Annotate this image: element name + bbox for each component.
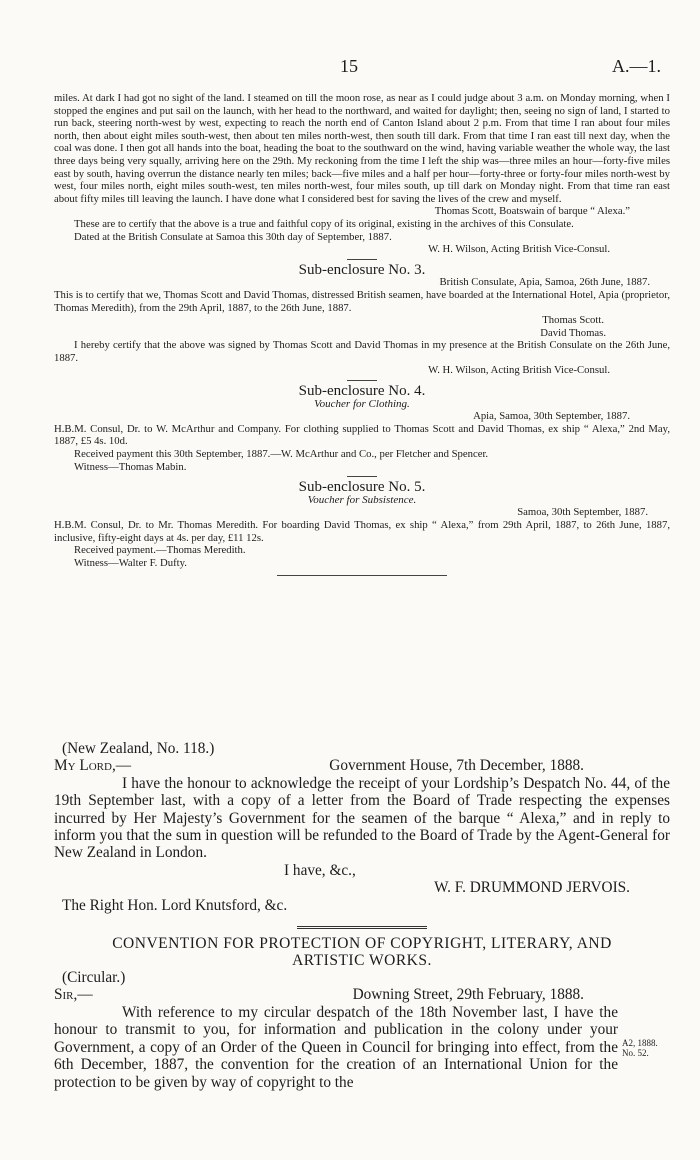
sub5-text: H.B.M. Consul, Dr. to Mr. Thomas Meredith. For boarding David Thomas, ex ship “ Alexa,” from 29th April, 1887, to 26th June, 1887, inclusive, fifty-eight days at 4s. per day, £11 12s. (54, 519, 670, 544)
sub5-witness: Witness—Walter F. Dufty. (74, 556, 187, 569)
sub4-heading: Sub-enclosure No. 4. (298, 383, 426, 400)
sub4-subtitle: Voucher for Clothing. (314, 397, 410, 410)
sub3-signature-scott: Thomas Scott. (542, 314, 604, 327)
letter-signature: W. F. DRUMMOND JERVOIS. (434, 879, 630, 897)
sub5-place-date: Samoa, 30th September, 1887. (517, 506, 648, 519)
report-signature: Thomas Scott, Boatswain of barque “ Alexa.” (434, 205, 630, 218)
divider (277, 575, 447, 576)
letter-body: I have the honour to acknowledge the receipt of your Lordship’s Despatch No. 44, of the 19th September last, with a copy of a letter from the Board of Trade respecting the expenses incurred by Her Majesty’s Government for the seamen of the barque “ Alexa,” and in reply to inform you that the sum in question will be refunded to the Board of Trade by the Agent-General for New Zealand in London. (54, 774, 670, 862)
letter-addressee: The Right Hon. Lord Knutsford, &c. (62, 896, 288, 914)
convention-body: With reference to my circular despatch of the 18th November last, I have the honour to transmit to you, for information and publication in the colony under your Government, a copy of an Order of the Queen in Council for bringing into effect, from the 6th December, 1887, the convention for the creation of an International Union for the protection to be given by way of copyright to the (54, 1003, 618, 1091)
convention-place-date: Downing Street, 29th February, 1888. (352, 986, 584, 1004)
sub5-received: Received payment.—Thomas Meredith. (74, 544, 246, 557)
divider (347, 259, 377, 260)
sub3-signature-thomas: David Thomas. (540, 326, 606, 339)
certify-dated: Dated at the British Consulate at Samoa this 30th day of September, 1887. (74, 230, 392, 243)
sub3-text: This is to certify that we, Thomas Scott and David Thomas, distressed British seamen, have boarded at the International Hotel, Apia (proprietor, Thomas Meredith), from the 29th April, 1887, to the 26th June, 1887. (54, 288, 670, 314)
page-number: 15 (340, 56, 358, 76)
margin-note: A2, 1888. No. 52. (622, 1038, 658, 1058)
sub3-place-date: British Consulate, Apia, Samoa, 26th June, 1887. (439, 276, 650, 289)
sub5-subtitle: Voucher for Subsistence. (307, 493, 417, 506)
sub4-place-date: Apia, Samoa, 30th September, 1887. (473, 410, 630, 423)
convention-title-line2: ARTISTIC WORKS. (292, 952, 432, 970)
section-divider (297, 926, 427, 929)
sub3-signature: W. H. Wilson, Acting British Vice-Consul. (428, 364, 610, 377)
document-reference: A.—1. (612, 56, 661, 76)
enclosures-section (54, 92, 670, 582)
certify-text: These are to certify that the above is a true and faithful copy of its original, existing in the archives of this Consulate. (74, 217, 574, 230)
sub5-heading: Sub-enclosure No. 5. (298, 479, 426, 496)
convention-salutation: Sir,— (54, 986, 93, 1004)
letter-closing: I have, &c., (284, 861, 356, 879)
letter-section (54, 740, 670, 1091)
certify-signature: W. H. Wilson, Acting British Vice-Consul. (428, 243, 610, 256)
letter-place-date: Government House, 7th December, 1888. (329, 757, 584, 775)
sub4-received: Received payment this 30th September, 1887.—W. McArthur and Co., per Fletcher and Spencer. (74, 448, 489, 461)
divider (347, 380, 377, 381)
convention-circular: (Circular.) (62, 969, 126, 987)
sub3-witness-text: I hereby certify that the above was signed by Thomas Scott and David Thomas in my presence at the British Consulate on the 26th June, 1887. (54, 339, 670, 364)
sub4-witness: Witness—Thomas Mabin. (74, 460, 187, 473)
report-paragraph: miles. At dark I had got no sight of the land. I steamed on till the moon rose, as near as I could judge about 3 a.m. on Monday morning, when I stopped the engines and put sail on the launch, with her head to the northward, and waited for daylight; then, seeing no sign of land, I started to run back, steering north-west by west, expecting to reach the north end of Canton Island about 2 p.m. From that time I ran about four miles north, then about eight miles south-west, then about ten miles north-west, then south till dark. From that time I ran east till next day, when the coal was done. I then got all hands into the boat, heading the boat to the southward on the wind, having variable weather the whole way, the last three days being very squally, arriving here on the 29th. My reckoning from the time I left the ship was—three miles an hour—forty-five miles east by south, having overrun the distance nearly ten miles; back—five miles and a half per hour—forty-three or forty-four miles north-west by west, four miles north, eight miles south-west, ten miles north-west, four miles south, up till dark on Monday night. From that time ran east about fifty miles till leaving the launch. I have done what I considered best for saving the lives of the crew and myself. (54, 92, 670, 205)
sub3-heading: Sub-enclosure No. 3. (298, 261, 426, 278)
letter-salutation: My Lord,— (54, 757, 132, 775)
letter-reference: (New Zealand, No. 118.) (62, 740, 215, 757)
sub4-text: H.B.M. Consul, Dr. to W. McArthur and Company. For clothing supplied to Thomas Scott and David Thomas, ex ship “ Alexa,” 2nd May, 1887, £5 4s. 10d. (54, 422, 670, 448)
divider (347, 476, 377, 477)
convention-title-line1: CONVENTION FOR PROTECTION OF COPYRIGHT, LITERARY, AND (112, 935, 612, 953)
